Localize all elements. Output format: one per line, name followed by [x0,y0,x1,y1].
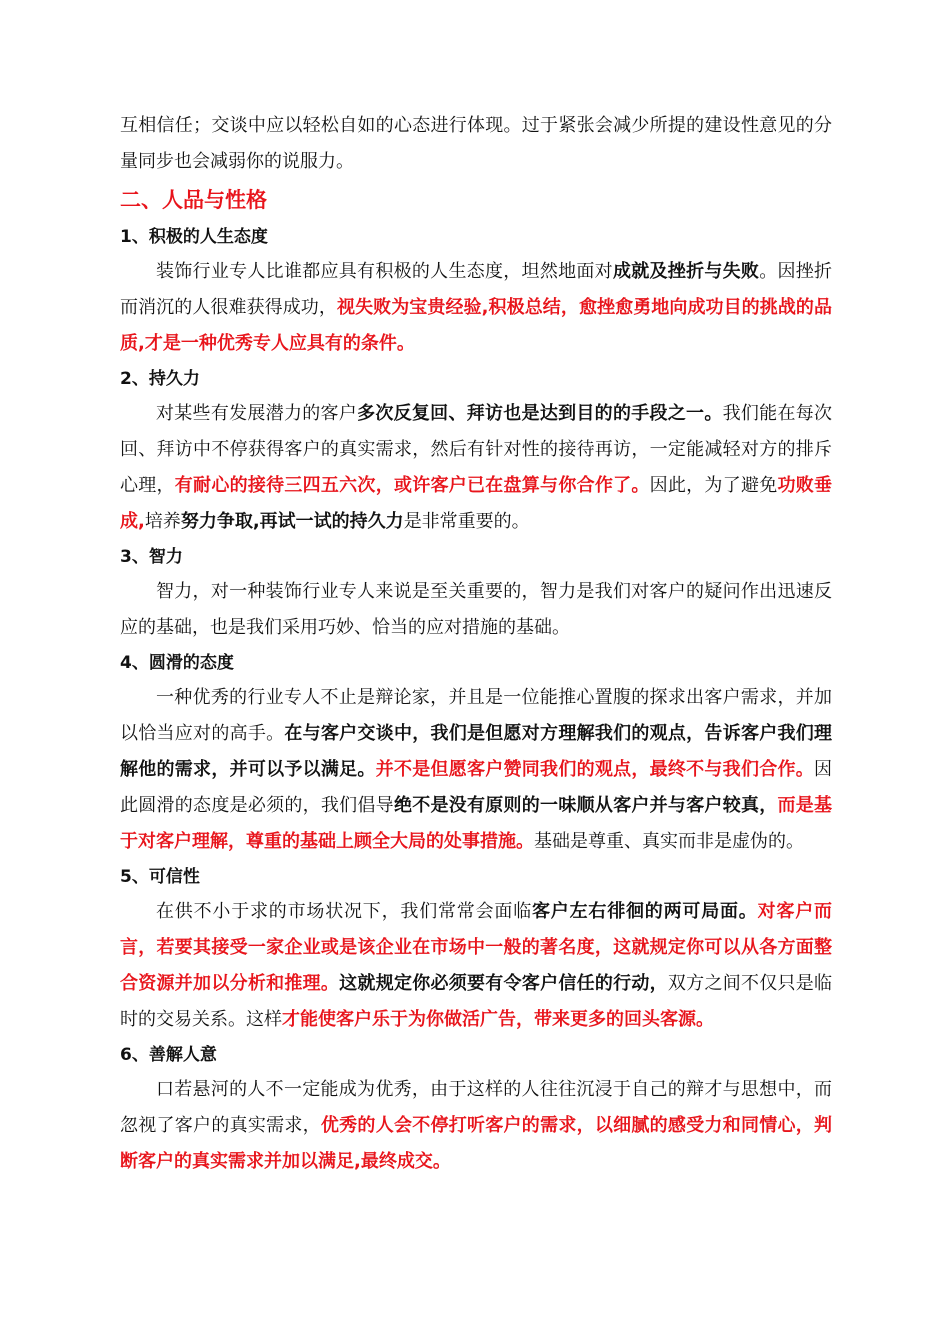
paragraph-5 [120,894,832,1038]
text-run: 装饰行业专人比谁都应具有积极的人生态度，坦然地面对 [156,261,613,282]
subsection-title-5: 5、可信性 [120,867,200,887]
emphasis-bold: 绝不是没有原则的一味顺从客户并与客户较真， [393,795,778,816]
document-content [120,108,832,1180]
intro-paragraph: 互相信任；交谈中应以轻松自如的心态进行体现。过于紧张会减少所提的建设性意见的分量同步也会减弱你的说服力。 [120,115,832,172]
text-run: 。因挫折而消沉的人很难获得成功， [120,261,833,318]
text-run: 我们能在每次回、拜访中不停获得客户的真实需求，然后有针对性的接待再访，一定能减轻对方的排斥心理， [120,403,833,496]
emphasis-red: 才能使客户乐于为你做活广告，带来更多的回头客源。 [282,1009,714,1030]
text-run: 是非常重要的。 [403,511,530,532]
text-run: 因此圆滑的态度是必须的，我们倡导 [120,759,833,816]
text-run: 在供不小于求的市场状况下，我们常常会面临 [156,901,532,922]
emphasis-bold: 这就规定你必须要有令客户信任的行动， [339,973,668,994]
text-run: 口若悬河的人不一定能成为优秀，由于这样的人往往沉浸于自己的辩才与思想中，而忽视了客户的真实需求， [120,1079,832,1136]
emphasis-red: 对客户而言，若要其接受一家企业或是该企业在市场中一般的著名度，这就规定你可以从各方面整合资源并加以分析和推理。 [120,901,833,994]
paragraph-1 [120,254,832,362]
subsection-title-4: 4、圆滑的态度 [120,653,234,673]
text-run: 基础是尊重、真实而非是虚伪的。 [534,831,804,852]
emphasis-bold: 努力争取,再试一试的持久力 [180,511,404,532]
subsection-title-2: 2、持久力 [120,369,200,389]
paragraph-6 [120,1072,832,1180]
emphasis-red: 优秀的人会不停打听客户的需求，以细腻的感受力和同情心，判断客户的真实需求并加以满足,最终成交。 [120,1115,833,1172]
text-run: 因此，为了避免 [649,475,778,496]
text-run: 培养 [144,511,181,532]
emphasis-red: 而是基于对客户理解，尊重的基础上顾全大局的处事措施。 [120,795,833,852]
subsection-title-6: 6、善解人意 [120,1045,217,1065]
emphasis-bold: 在与客户交谈中，我们是但愿对方理解我们的观点，告诉客户我们理解他的需求，并可以予以满足。 [120,723,833,780]
subsection-title-1: 1、积极的人生态度 [120,227,268,247]
emphasis-red: 并不是但愿客户赞同我们的观点，最终不与我们合作。 [375,759,815,780]
section-title: 二、人品与性格 [120,188,267,212]
paragraph-2 [120,396,832,540]
text-run: 双方之间不仅只是临时的交易关系。这样 [120,973,833,1030]
subsection-title-3: 3、智力 [120,547,183,567]
text-run: 一种优秀的行业专人不止是辩论家，并且是一位能推心置腹的探求出客户需求，并加以恰当应对的高手。 [120,687,832,744]
emphasis-bold: 多次反复回、拜访也是达到目的的手段之一。 [357,403,723,424]
emphasis-bold: 客户左右徘徊的两可局面。 [532,901,758,922]
text-run: 对某些有发展潜力的客户 [156,403,358,424]
emphasis-bold: 成就及挫折与失败 [612,261,760,282]
emphasis-red: 有耐心的接待三四五六次，或许客户已在盘算与你合作了。 [174,475,650,496]
paragraph-3: 智力，对一种装饰行业专人来说是至关重要的，智力是我们对客户的疑问作出迅速反应的基础，也是我们采用巧妙、恰当的应对措施的基础。 [120,581,832,638]
emphasis-red: 视失败为宝贵经验,积极总结，愈挫愈勇地向成功目的挑战的品质,才是一种优秀专人应具有的条件。 [120,297,833,354]
paragraph-4 [120,680,832,860]
emphasis-red: 功败垂成, [120,475,833,532]
